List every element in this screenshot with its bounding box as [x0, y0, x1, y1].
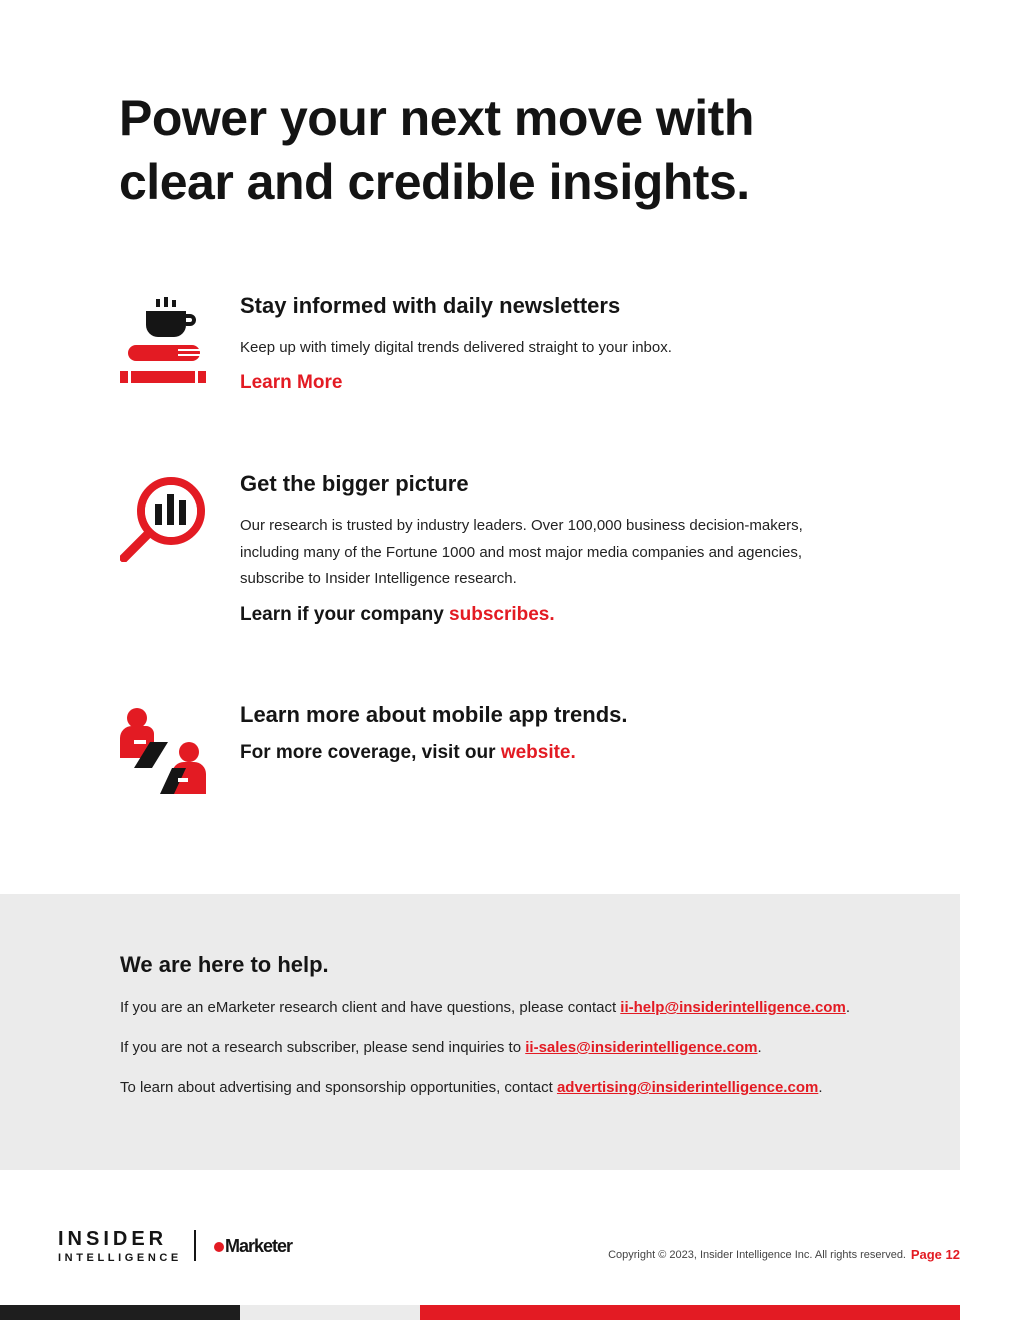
website-link[interactable]: website. — [500, 742, 576, 763]
insider-intelligence-logo — [58, 1229, 182, 1264]
page-headline — [119, 86, 839, 214]
logo-intelligence: INTELLIGENCE — [58, 1252, 182, 1264]
page-number: Page 12 — [910, 1247, 960, 1262]
description-line: subscribe to Insider Intelligence research. — [240, 570, 517, 587]
feature-title: Stay informed with daily newsletters — [240, 293, 621, 318]
description-line: including many of the Fortune 1000 and most major media companies and agencies, — [240, 543, 802, 561]
help-text: If you are an eMarketer research client and have questions, please contact — [120, 999, 621, 1016]
copyright-text: Copyright © 2023, Insider Intelligence Inc. All rights reserved. — [608, 1249, 906, 1261]
cta-text: For more coverage, visit our — [240, 742, 501, 763]
coffee-books-icon — [120, 297, 206, 383]
help-title: We are here to help. — [120, 952, 329, 977]
feature-description — [240, 513, 880, 593]
help-text: If you are not a research subscriber, please send inquiries to — [120, 1039, 526, 1056]
help-period: . — [757, 1039, 762, 1056]
sales-email-link[interactable]: ii-sales@insiderintelligence.com — [525, 1039, 758, 1056]
subscribe-cta — [240, 602, 880, 628]
subscribes-link[interactable]: subscribes. — [449, 603, 555, 625]
footer-bar-dark — [0, 1305, 240, 1320]
learn-more-link[interactable]: Learn More — [240, 371, 343, 393]
help-email-link[interactable]: ii-help@insiderintelligence.com — [620, 999, 846, 1016]
magnifier-chart-icon — [120, 476, 206, 562]
emarketer-logo — [214, 1236, 292, 1257]
description-line: Our research is trusted by industry leaders. Over 100,000 business decision-makers, — [240, 517, 803, 534]
feature-description: Keep up with timely digital trends delivered straight to your inbox. — [240, 339, 672, 356]
emarketer-wordmark: Marketer — [225, 1236, 293, 1256]
emarketer-dot-icon — [214, 1242, 224, 1252]
help-line-client — [120, 999, 850, 1016]
feature-title: Learn more about mobile app trends. — [240, 702, 628, 727]
headline-line-2: clear and credible insights. — [119, 154, 750, 210]
cta-text: Learn if your company — [240, 603, 450, 625]
logo-insider: INSIDER — [58, 1228, 168, 1250]
help-box — [0, 894, 960, 1170]
help-line-advertising — [120, 1079, 823, 1096]
people-laptops-icon — [120, 708, 206, 794]
logo-divider — [194, 1230, 196, 1261]
footer-bar-red — [420, 1305, 960, 1320]
advertising-email-link[interactable]: advertising@insiderintelligence.com — [556, 1079, 819, 1096]
website-cta — [240, 740, 880, 766]
feature-title: Get the bigger picture — [240, 471, 469, 496]
help-period: . — [818, 1079, 823, 1096]
help-text: To learn about advertising and sponsorship opportunities, contact — [120, 1079, 557, 1096]
footer-bar-gray — [240, 1305, 420, 1320]
help-line-sales — [120, 1039, 762, 1056]
help-period: . — [845, 999, 850, 1016]
headline-line-1: Power your next move with — [119, 90, 754, 146]
